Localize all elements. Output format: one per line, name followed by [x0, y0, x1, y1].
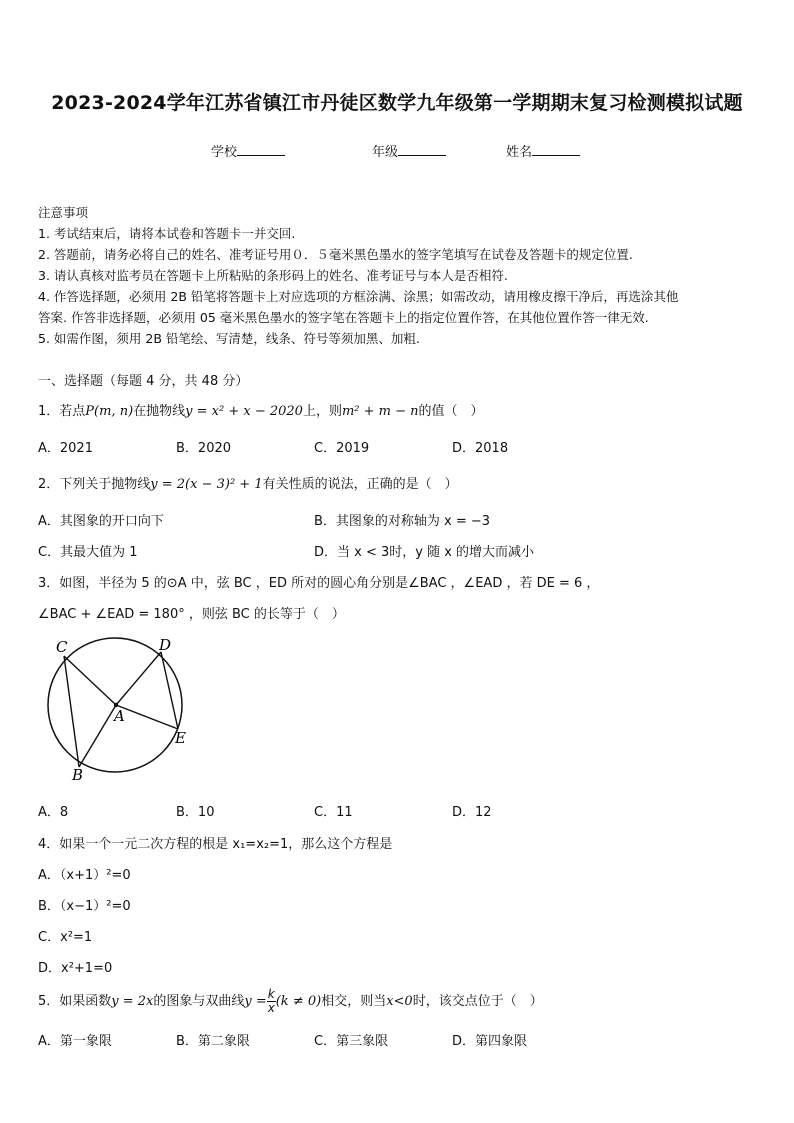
q1-option-c[interactable]: C．2019: [314, 441, 370, 456]
q1-expr: m² + m − n: [341, 404, 419, 419]
q1-option-d[interactable]: D．2018: [452, 441, 509, 456]
q3-option-b[interactable]: B．10: [176, 805, 215, 820]
q1-curve: y = x² + x − 2020: [185, 404, 303, 419]
q1-point: P(m, n): [85, 404, 134, 419]
q4-option-a[interactable]: A．（x+1）²=0: [38, 868, 131, 883]
q3-option-a[interactable]: A．8: [38, 805, 69, 820]
q1-option-a[interactable]: A．2021: [38, 441, 93, 456]
q5-option-c[interactable]: C．第三象限: [314, 1034, 389, 1049]
segment-ba: [79, 705, 116, 767]
label-b: B: [72, 766, 84, 784]
label-c: C: [56, 638, 68, 656]
notice-heading: 注意事项: [38, 205, 89, 220]
q4-option-d[interactable]: D．x²+1=0: [38, 961, 113, 976]
q4-option-b[interactable]: B．（x−1）²=0: [38, 899, 131, 914]
segment-ca: [64, 656, 116, 705]
circle-figure: [44, 636, 204, 784]
page-title: 2023-2024学年江苏省镇江市丹徒区数学九年级第一学期期末复习检测模拟试题: [51, 92, 743, 114]
grade-label: 年级: [372, 145, 399, 160]
q2-option-a[interactable]: A．其图象的开口向下: [38, 514, 164, 529]
q5-condition: x<0: [386, 994, 413, 1009]
q2-option-c[interactable]: C．其最大值为 1: [38, 545, 138, 560]
grade-field[interactable]: [372, 141, 446, 160]
question-1-stem: 1．若点P(m, n)在抛物线y = x² + x − 2020上，则m² + m − n的值（ ）: [38, 404, 484, 419]
section-heading: 一、选择题（每题 4 分，共 48 分）: [38, 374, 249, 389]
label-e: E: [175, 729, 186, 747]
segment-de: [161, 652, 178, 729]
q5-option-b[interactable]: B．第二象限: [176, 1034, 250, 1049]
name-blank[interactable]: [532, 143, 580, 156]
grade-blank[interactable]: [398, 143, 446, 156]
notice-item: 3. 请认真核对监考员在答题卡上所粘贴的条形码上的姓名、准考证号与本人是否相符.: [38, 268, 508, 283]
label-d: D: [159, 636, 172, 654]
label-a: A: [114, 707, 125, 725]
q2-option-b[interactable]: B．其图象的对称轴为 x = −3: [314, 514, 491, 529]
notice-item: 答案. 作答非选择题，必须用 05 毫米黑色墨水的签字笔在答题卡上的指定位置作答，在其他位置作答一律无效.: [38, 310, 649, 325]
q5-fraction: $\frac{k}{x}$: [267, 987, 275, 1015]
question-3-line2: ∠BAC + ∠EAD = 180° ，则弦 BC 的长等于（ ）: [38, 607, 345, 622]
q5-func: y = 2x: [111, 994, 154, 1009]
q2-option-d[interactable]: D．当 x < 3时，y 随 x 的增大而减小: [314, 545, 535, 560]
segment-ae: [116, 705, 178, 729]
q2-curve: y = 2(x − 3)² + 1: [150, 477, 263, 492]
q3-option-d[interactable]: D．12: [452, 805, 492, 820]
notice-item: 5. 如需作图，须用 2B 铅笔绘、写清楚，线条、符号等须加黑、加粗.: [38, 331, 420, 346]
notice-item: 4. 作答选择题，必须用 2B 铅笔将答题卡上对应选项的方框涂满、涂黑；如需改动，请用橡皮擦干净后，再选涂其他: [38, 289, 679, 304]
notice-item: 2. 答题前，请务必将自己的姓名、准考证号用０．５毫米黑色墨水的签字笔填写在试卷及答题卡的规定位置.: [38, 247, 633, 262]
name-label: 姓名: [506, 145, 533, 160]
q1-option-b[interactable]: B．2020: [176, 441, 232, 456]
question-5-stem: 5．如果函数y = 2x的图象与双曲线y = $\frac{k}{x}$ (k ≠ 0)相交，则当x<0时，该交点位于（ ）: [38, 987, 543, 1015]
school-label: 学校: [211, 145, 238, 160]
question-2-stem: 2．下列关于抛物线y = 2(x − 3)² + 1有关性质的说法，正确的是（ ）: [38, 477, 458, 492]
segment-ad: [116, 652, 161, 705]
q4-option-c[interactable]: C．x²=1: [38, 930, 93, 945]
question-4-stem: 4．如果一个一元二次方程的根是 x₁=x₂=1，那么这个方程是: [38, 837, 393, 852]
school-blank[interactable]: [237, 143, 285, 156]
q3-option-c[interactable]: C．11: [314, 805, 353, 820]
question-3-line1: 3．如图，半径为 5 的⊙A 中，弦 BC ，ED 所对的圆心角分别是∠BAC ，∠EAD ，若 DE = 6 ，: [38, 576, 600, 591]
school-field[interactable]: [211, 141, 285, 160]
q5-option-a[interactable]: A．第一象限: [38, 1034, 112, 1049]
name-field[interactable]: [506, 141, 580, 160]
q5-option-d[interactable]: D．第四象限: [452, 1034, 528, 1049]
notice-item: 1. 考试结束后，请将本试卷和答题卡一并交回.: [38, 226, 296, 241]
